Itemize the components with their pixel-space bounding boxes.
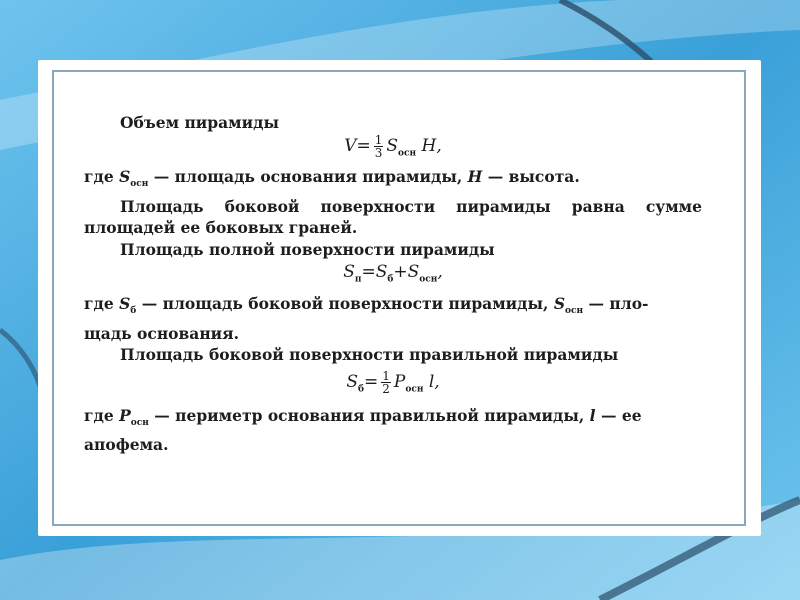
formula-volume-eq: =: [356, 135, 371, 156]
symbol-sub: осн: [405, 384, 424, 395]
text-fragment: — периметр основания правильной пирамиды,: [148, 405, 590, 425]
symbol-sub: осн: [130, 417, 149, 428]
symbol-sub: б: [130, 306, 137, 317]
plus-sign: +: [393, 262, 408, 283]
symbol-sub: п: [354, 274, 362, 285]
symbol-sub: б: [357, 384, 364, 395]
equals-sign: =: [364, 371, 379, 392]
text-fragment: — площадь боковой поверхности пирамиды,: [136, 294, 554, 314]
formula-tail: ,: [437, 262, 443, 283]
text-panel: [66, 108, 720, 453]
text-fragment: — площадь основания пирамиды,: [148, 167, 468, 187]
formula-tail: l,: [428, 371, 440, 392]
definition-regular-pyramid: [84, 405, 702, 435]
fraction-one-third: [374, 134, 384, 159]
lateral-area-sentence: Площадь боковой поверхности пирамиды равна сумме: [120, 196, 702, 216]
formula-volume: [84, 134, 702, 165]
formula-volume-s: S: [386, 135, 399, 156]
lateral-area-sentence-end: площадей ее боковых граней.: [84, 218, 358, 238]
text-fragment: — пло-: [583, 294, 649, 314]
formula-regular-lateral-area: [84, 370, 702, 401]
text-fragment: — высота.: [482, 167, 580, 187]
heading-regular-pyramid: Площадь боковой поверхности правильной пирамиды: [120, 345, 619, 365]
symbol-s: S: [407, 262, 420, 283]
symbol-s: S: [343, 262, 355, 283]
formula-volume-tail: H,: [421, 135, 442, 156]
heading-volume: Объем пирамиды: [120, 113, 280, 132]
text-fragment: где: [84, 405, 120, 425]
equals-sign: =: [361, 262, 376, 283]
symbol-sub: б: [387, 274, 394, 285]
fraction-denominator: 3: [374, 145, 383, 160]
heading-total-area: Площадь полной поверхности пирамиды: [120, 239, 495, 259]
definition-total-area-end: щадь основания.: [84, 323, 240, 343]
symbol-sub: осн: [565, 306, 584, 317]
definition-total-area: [84, 293, 702, 323]
fraction-one-half: [381, 370, 391, 395]
fraction-numerator: 1: [374, 132, 383, 147]
symbol-s: S: [119, 167, 131, 187]
text-fragment: где: [84, 167, 120, 187]
formula-volume-sub: осн: [398, 147, 417, 158]
symbol-p: P: [119, 405, 131, 425]
definition-regular-pyramid-end: апофема.: [84, 435, 169, 455]
symbol-p: P: [393, 371, 406, 392]
symbol-s: S: [346, 371, 358, 392]
fraction-numerator: 1: [382, 368, 390, 383]
fraction-denominator: 2: [382, 381, 390, 396]
definition-volume: [84, 166, 702, 196]
symbol-s: S: [375, 262, 388, 283]
text-fragment: где: [84, 294, 120, 314]
symbol-l: l: [589, 405, 596, 425]
symbol-sub: осн: [130, 179, 149, 190]
formula-total-area: [84, 262, 702, 291]
symbol-sub: осн: [419, 274, 438, 285]
formula-volume-lhs: V: [344, 135, 357, 156]
text-fragment: — ее: [595, 405, 642, 425]
symbol-s: S: [553, 294, 566, 314]
symbol-h: H: [467, 167, 483, 187]
symbol-s: S: [119, 294, 131, 314]
